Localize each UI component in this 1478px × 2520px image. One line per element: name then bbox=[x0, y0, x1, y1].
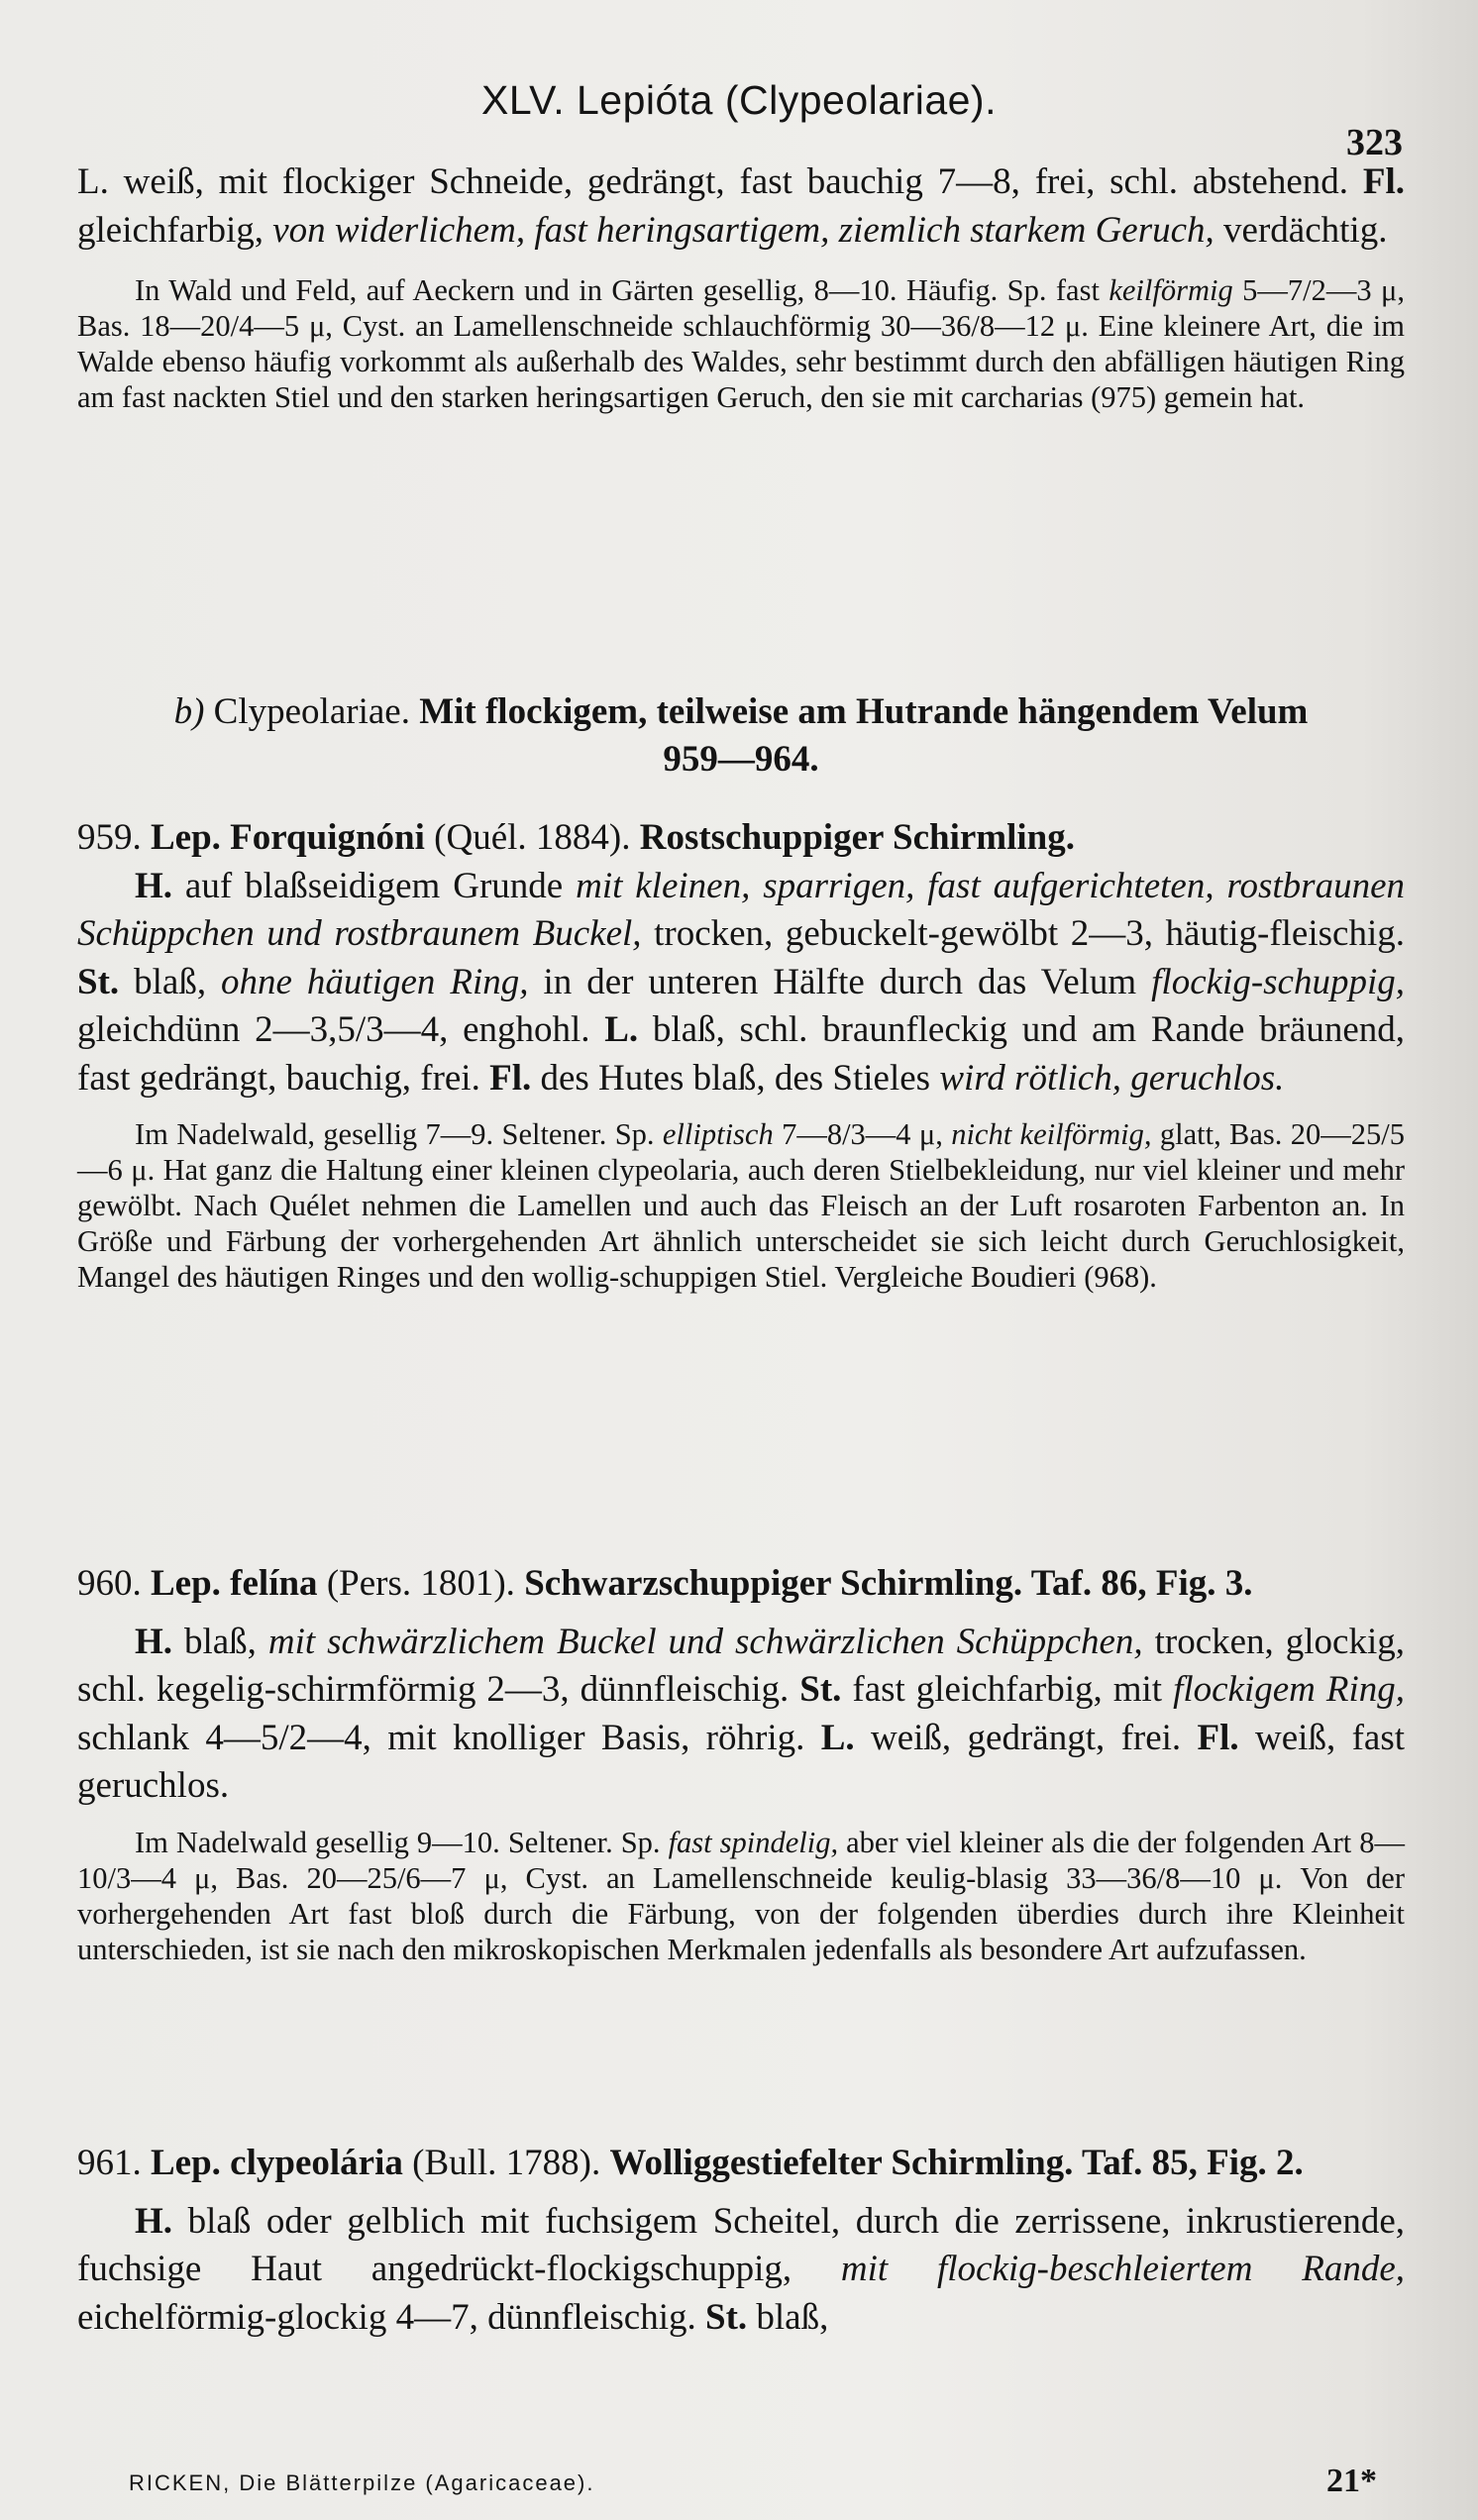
species-german: Schwarzschuppiger Schirmling. bbox=[524, 1563, 1023, 1604]
section-heading-line bbox=[77, 688, 1405, 784]
notes-a: In Wald und Feld, auf Aeckern und in Gärten gesellig, 8—10. Häufig. Sp. fast bbox=[135, 273, 1109, 307]
body-text: aber viel kleiner als die der folgenden Art 8—10/3—4 μ, Bas. 20—25/6—7 μ, Cyst. an Lamellenschneide keulig-blasig 33—36/8—10 μ. Von der vorhergehenden Art fast bloß durch die Färbung, von der folgenden überdies durch ihre Kleinheit unterschieden, ist sie nach den mikroskopischen Merkmalen jedenfalls als besondere Art aufzufassen. bbox=[77, 1825, 1405, 1966]
body-text: weiß, fast geruchlos. bbox=[77, 1717, 1405, 1806]
body-text: fast gleichfarbig, mit bbox=[841, 1669, 1174, 1710]
emphasis-text: wird rötlich, geruchlos. bbox=[939, 1057, 1285, 1099]
species-number: 961. bbox=[77, 2143, 142, 2183]
field-label: Fl. bbox=[489, 1057, 532, 1099]
species-latin: Lep. Forquignóni bbox=[151, 817, 425, 858]
section-heading bbox=[77, 688, 1405, 784]
body-text: Im Nadelwald, gesellig 7—9. Seltener. Sp. bbox=[135, 1117, 663, 1151]
body-text: glatt, Bas. 20—25/5—6 μ. Hat ganz die Haltung einer kleinen clypeolaria, auch deren Stielbekleidung, nur viel kleiner und mehr gewölbt. Nach Quélet nehmen die Lamellen und auch das Fleisch an der Luft rosaroten Farbenton an. In Größe und Färbung der vorhergehenden Art ähnlich unterscheidet sie sich leicht durch Geruchlosigkeit, Mangel des häutigen Ringes und den wollig-schuppigen Stiel. Vergleiche Boudieri (968). bbox=[77, 1117, 1405, 1294]
body-text: blaß, schl. braunfleckig und am Rande bräunend, fast gedrängt, bauchig, frei. bbox=[77, 1009, 1406, 1099]
species-german: Rostschuppiger Schirmling. bbox=[639, 817, 1076, 858]
body-text: auf blaßseidigem Grunde bbox=[172, 865, 577, 906]
body-text: trocken, gebuckelt-gewölbt 2—3, häutig-fleischig. bbox=[641, 913, 1405, 954]
emphasis-text: fast spindelig, bbox=[668, 1825, 839, 1859]
field-label: H. bbox=[135, 1621, 173, 1662]
notes-a-italic: keilförmig bbox=[1108, 273, 1233, 307]
species-german: Wolliggestiefelter Schirmling. bbox=[609, 2143, 1074, 2183]
body-text: eichelförmig-glockig 4—7, dünnfleischig. bbox=[77, 2296, 705, 2338]
fl-label: Fl. bbox=[1362, 161, 1405, 202]
body-text: 7—8/3—4 μ, bbox=[773, 1117, 952, 1151]
body-text: blaß, bbox=[172, 1621, 268, 1662]
species-title bbox=[77, 814, 1405, 863]
species-number: 959. bbox=[77, 817, 142, 858]
signature-mark: 21* bbox=[1326, 2463, 1377, 2499]
species-title bbox=[77, 2140, 1405, 2188]
intro-paragraph bbox=[77, 158, 1405, 255]
emphasis-text: ohne häutigen Ring, bbox=[221, 961, 529, 1002]
body-text: in der unteren Hälfte durch das Velum bbox=[528, 961, 1152, 1002]
section-text: Mit flockigem, teilweise am Hutrande hängendem Velum bbox=[409, 691, 1309, 732]
species-number: 960. bbox=[77, 1563, 142, 1604]
field-label: H. bbox=[135, 2200, 173, 2242]
field-label: H. bbox=[135, 865, 173, 906]
page-footer bbox=[129, 2463, 1407, 2506]
body-text: schlank 4—5/2—4, mit knolliger Basis, röhrig. bbox=[77, 1717, 821, 1758]
field-label: Fl. bbox=[1197, 1717, 1239, 1758]
emphasis-text: mit kleinen, sparrigen, fast aufgerichteten, rostbraunen Schüppchen und rostbraunem Buckel, bbox=[77, 865, 1405, 954]
body-text: blaß, bbox=[747, 2296, 829, 2338]
page-number: 323 bbox=[1346, 122, 1403, 163]
body-text: Im Nadelwald gesellig 9—10. Seltener. Sp. bbox=[135, 1825, 669, 1859]
species-notes bbox=[77, 1116, 1405, 1295]
species-description bbox=[77, 2198, 1405, 2343]
field-label: St. bbox=[705, 2296, 748, 2338]
species-plate: Taf. 85, Fig. 2. bbox=[1073, 2143, 1304, 2183]
section-marker: b) bbox=[173, 691, 205, 732]
emphasis-text: nicht keilförmig, bbox=[951, 1117, 1152, 1151]
species-latin: Lep. felína bbox=[151, 1563, 318, 1604]
species-entry bbox=[77, 814, 1405, 1295]
body-text: weiß, gedrängt, frei. bbox=[854, 1717, 1198, 1758]
fl-text: gleichfarbig, bbox=[77, 209, 273, 251]
field-label: St. bbox=[799, 1669, 842, 1710]
body-text: blaß, bbox=[119, 961, 222, 1002]
emphasis-text: elliptisch bbox=[662, 1117, 774, 1151]
fl-end: verdächtig. bbox=[1214, 209, 1388, 251]
imprint: RICKEN, Die Blätterpilze (Agaricaceae). bbox=[129, 2470, 595, 2495]
intro-block bbox=[77, 158, 1405, 415]
emphasis-text: flockigem Ring, bbox=[1173, 1669, 1405, 1710]
body-text: des Hutes blaß, des Stieles bbox=[531, 1057, 940, 1099]
page-header bbox=[0, 77, 1478, 163]
body-text: trocken, glockig, schl. kegelig-schirmförmig 2—3, dünnfleischig. bbox=[77, 1621, 1405, 1710]
species-description bbox=[77, 1619, 1405, 1811]
field-label: St. bbox=[77, 961, 120, 1002]
body-text: gleichdünn 2—3,5/3—4, enghohl. bbox=[77, 1009, 605, 1050]
species-author: (Bull. 1788). bbox=[402, 2143, 610, 2183]
species-entry bbox=[77, 2140, 1405, 2342]
species-author: (Quél. 1884). bbox=[424, 817, 640, 858]
fl-italic: von widerlichem, fast heringsartigem, ziemlich starkem Geruch, bbox=[272, 209, 1214, 251]
intro-lead: L. weiß, mit flockiger Schneide, gedrängt, fast bauchig 7—8, frei, schl. abstehend. bbox=[77, 161, 1363, 202]
field-label: L. bbox=[604, 1009, 639, 1050]
species-notes bbox=[77, 1825, 1405, 1967]
species-title bbox=[77, 1560, 1405, 1609]
intro-notes bbox=[77, 272, 1405, 415]
species-description bbox=[77, 863, 1405, 1103]
species-entry bbox=[77, 1560, 1405, 1967]
species-author: (Pers. 1801). bbox=[317, 1563, 525, 1604]
section-name: Clypeolariae. bbox=[213, 691, 410, 732]
body-text: blaß oder gelblich mit fuchsigem Scheitel, durch die zerrissene, inkrustierende, fuchsige Haut angedrückt-flockigschuppig, bbox=[77, 2200, 1405, 2289]
section-range: 959—964. bbox=[663, 739, 819, 780]
emphasis-text: mit schwärzlichem Buckel und schwärzlichen Schüppchen, bbox=[267, 1621, 1143, 1662]
species-latin: Lep. clypeolária bbox=[151, 2143, 403, 2183]
emphasis-text: mit flockig-beschleiertem Rande, bbox=[840, 2249, 1405, 2289]
species-plate: Taf. 86, Fig. 3. bbox=[1022, 1563, 1253, 1604]
running-head: XLV. Lepióta (Clypeolariae). bbox=[481, 77, 997, 123]
field-label: L. bbox=[820, 1717, 855, 1758]
emphasis-text: flockig-schuppig, bbox=[1151, 961, 1405, 1002]
notes-b: 5—7/2—3 μ, Bas. 18—20/4—5 μ, Cyst. an Lamellenschneide schlauchförmig 30—36/8—12 μ. Eine kleinere Art, die im Walde ebenso häufig vorkommt als außerhalb des Waldes, sehr bestimmt durch den abfälligen häutigen Ring am fast nackten Stiel und den starken heringsartigen Geruch, den sie mit carcharias (975) gemein hat. bbox=[77, 273, 1406, 414]
